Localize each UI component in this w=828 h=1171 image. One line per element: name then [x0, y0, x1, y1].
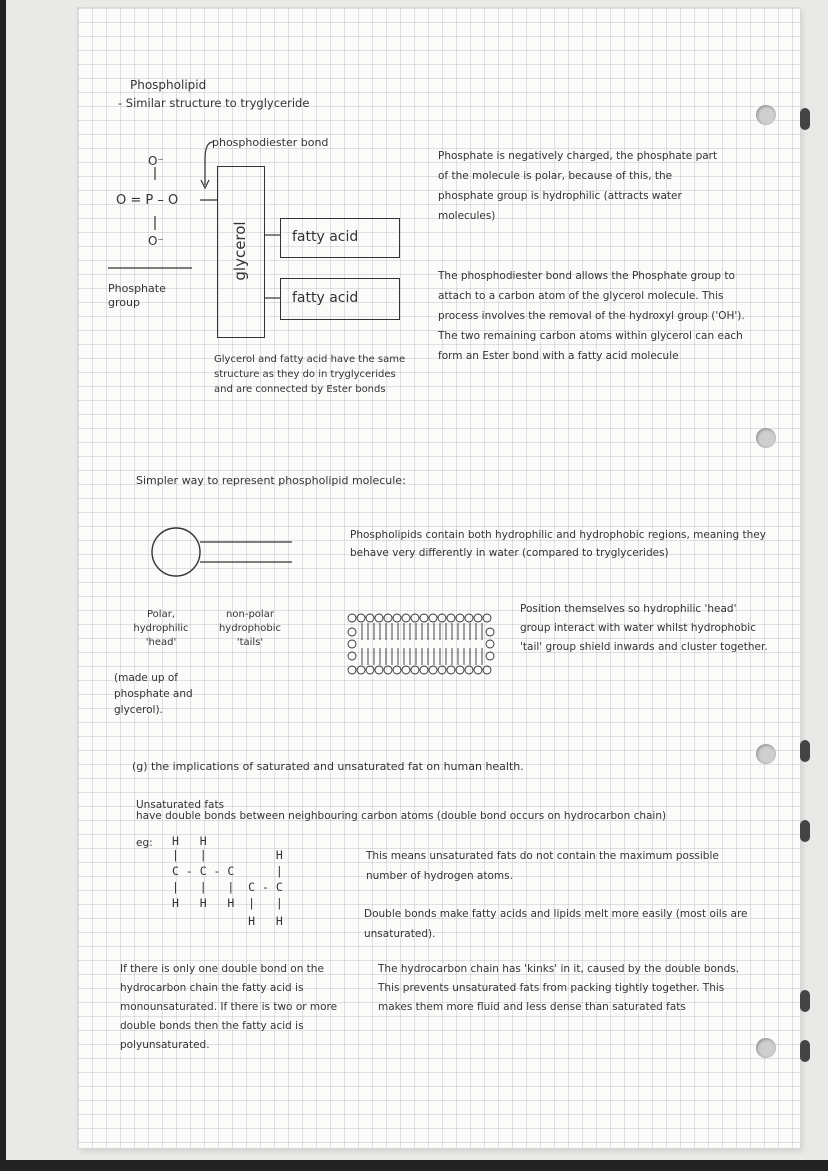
head-label: Polar, hydrophilic 'head'	[133, 609, 189, 648]
phosphodiester-note: The phosphodiester bond allows the Phosphate group to attach to a carbon atom of the glycerol molecule. This process involves the removal of the hydroxyl group ('OH'). The two remaining carbon atoms within glycerol can each form an Ester bond with a fatty acid molecule	[438, 270, 745, 362]
made-up-note: (made up of phosphate and glycerol).	[114, 672, 193, 716]
subtitle: - Similar structure to tryglyceride	[118, 96, 310, 110]
simpler-heading: Simpler way to represent phospholipid molecule:	[136, 474, 406, 487]
structure-row-3: C - C - C |	[172, 864, 283, 878]
punch-hole	[756, 744, 776, 764]
means-note: This means unsaturated fats do not contain the maximum possible number of hydrogen atoms.	[366, 850, 719, 882]
structure-row-5: H H H | |	[172, 896, 283, 910]
fatty-acid-label-1: fatty acid	[292, 229, 359, 245]
punch-hole	[756, 428, 776, 448]
phosphate-row: O = P – O	[116, 193, 179, 208]
binder-ring	[800, 108, 810, 130]
structure-row-6: H H	[172, 914, 283, 928]
kinks-note: The hydrocarbon chain has 'kinks' in it, caused by the double bonds. This prevents unsaturated fats from packing tightly together. This makes them more fluid and less dense than saturated fats	[378, 963, 740, 1013]
regions-note: Phospholipids contain both hydrophilic and hydrophobic regions, meaning they behave very differently in water (compared to tryglycerides)	[350, 529, 766, 559]
position-note: Position themselves so hydrophilic 'head' group interact with water whilst hydrophobic 'tail' group shield inwards and cluster together.	[520, 603, 768, 653]
oxygen-top: O⁻	[148, 154, 164, 168]
binder-ring	[800, 740, 810, 762]
page-title: Phospholipid	[130, 78, 207, 92]
unsaturated-heading: Unsaturated fats	[136, 799, 225, 811]
unsaturated-definition: have double bonds between neighbouring carbon atoms (double bond occurs on hydrocarbon chain)	[136, 810, 667, 822]
phospholipid-simple-diagram	[140, 520, 300, 590]
punch-hole	[756, 105, 776, 125]
structure-row-4: | | | C - C	[172, 880, 283, 894]
frame-edge	[0, 0, 6, 1171]
glycerol-label: glycerol	[231, 221, 249, 281]
glycerol-note: Glycerol and fatty acid have the same structure as they do in tryglycerides and are connected by Ester bonds	[214, 354, 406, 395]
binder-ring	[800, 990, 810, 1012]
binder-ring	[800, 1040, 810, 1062]
frame-edge-bottom	[0, 1160, 828, 1171]
binder-ring	[800, 820, 810, 842]
punch-hole	[756, 1038, 776, 1058]
structure-row-2: | | H	[172, 848, 283, 862]
tail-label: non-polar hydrophobic 'tails'	[218, 609, 282, 648]
bond-label: phosphodiester bond	[212, 136, 329, 149]
section-g-heading: (g) the implications of saturated and unsaturated fat on human health.	[132, 760, 524, 773]
oxygen-bottom: O⁻	[148, 234, 164, 248]
phosphate-note: Phosphate is negatively charged, the phosphate part of the molecule is polar, because of this, the phosphate group is hydrophilic (attracts water molecules)	[438, 150, 718, 222]
phosphate-group-label: Phosphate group	[108, 282, 166, 309]
eg-label: eg:	[136, 837, 153, 849]
fatty-acid-label-2: fatty acid	[292, 290, 359, 306]
double-bond-note: Double bonds make fatty acids and lipids melt more easily (most oils are unsaturated).	[364, 908, 748, 940]
structure-row-1: H H	[172, 834, 207, 848]
monounsaturated-note: If there is only one double bond on the hydrocarbon chain the fatty acid is monounsaturated. If there is two or more double bonds then the fatty acid is polyunsaturated.	[120, 963, 338, 1051]
bilayer-diagram	[346, 612, 498, 676]
